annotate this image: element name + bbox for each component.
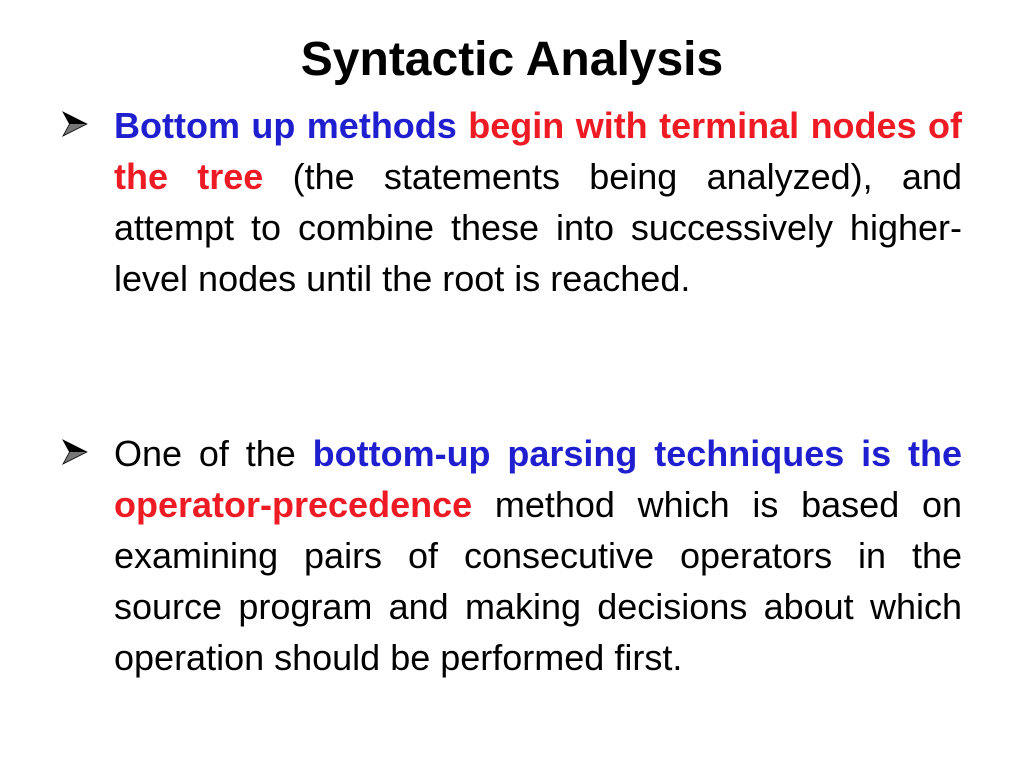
text-segment: operator-precedence: [114, 484, 473, 525]
arrowhead-bullet-icon: [62, 111, 88, 137]
text-segment: begin with terminal nodes of the tree: [114, 105, 962, 197]
bullet-text-2: [114, 428, 962, 683]
text-segment: (the statements being analyzed), and attempt to combine these into successively higher- level nodes until the root is reached.: [114, 156, 962, 299]
slide-title: Syntactic Analysis: [300, 33, 724, 86]
text-segment: [457, 105, 468, 146]
arrowhead-bullet-icon: [62, 439, 88, 465]
text-segment: One of the: [114, 433, 313, 474]
text-segment: Bottom up methods: [114, 105, 457, 146]
text-segment: bottom-up parsing techniques is the: [312, 433, 962, 474]
bullet-text-1: [114, 100, 962, 304]
text-segment: method which is based on examining pairs of consecutive operators in the source program and making decisions about which operation should be performed first.: [114, 484, 962, 678]
